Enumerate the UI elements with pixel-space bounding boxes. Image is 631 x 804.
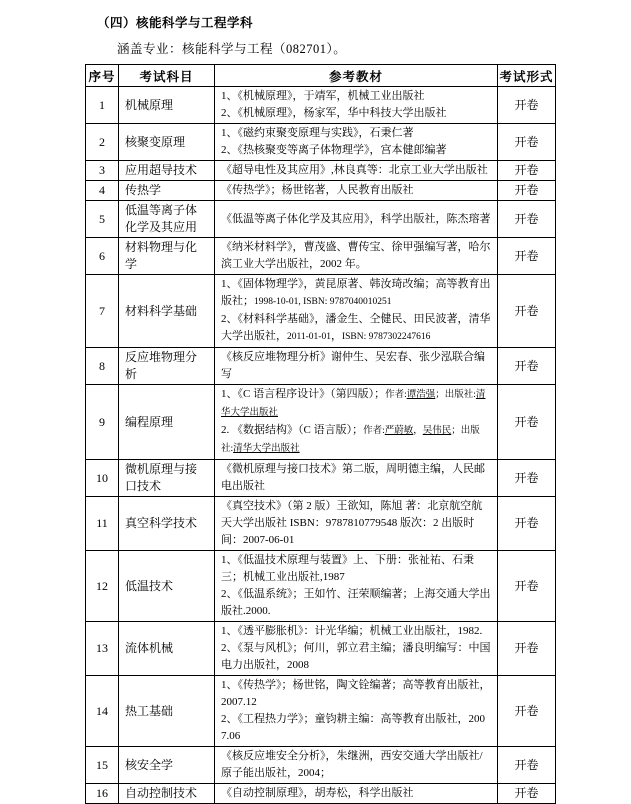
exam-form-cell: 开卷 bbox=[498, 676, 556, 747]
material-entry bbox=[221, 748, 491, 782]
subject-cell: 自动控制技术 bbox=[119, 784, 215, 804]
material-text-run: 2、《泵与风机》；何川，郭立君主编；潘良明编写：中国电力出版社，2008 bbox=[221, 642, 491, 671]
table-row bbox=[86, 676, 556, 747]
material-entry bbox=[221, 640, 491, 674]
col-header-subject: 考试科目 bbox=[119, 65, 215, 87]
subject-cell: 热工基础 bbox=[119, 676, 215, 747]
table-body bbox=[86, 87, 556, 804]
material-entry bbox=[221, 386, 491, 422]
table-row bbox=[86, 238, 556, 275]
material-text-run: 1、《C 语言程序设计》（第四版）； bbox=[221, 388, 386, 400]
material-text-run: 《超导电性及其应用》,林良真等：北京工业大学出版社 bbox=[221, 164, 488, 176]
row-number-cell: 5 bbox=[86, 201, 119, 238]
materials-cell bbox=[215, 747, 498, 784]
row-number-cell: 8 bbox=[86, 348, 119, 385]
materials-cell bbox=[215, 784, 498, 804]
row-number-cell: 3 bbox=[86, 161, 119, 181]
material-text-run: 《核反应堆安全分析》，朱继洲，西安交通大学出版社/原子能出版社，2004； bbox=[221, 750, 483, 779]
document-page bbox=[0, 13, 631, 804]
exam-form-cell: 开卷 bbox=[498, 201, 556, 238]
subject-cell: 编程原理 bbox=[119, 385, 215, 460]
table-row bbox=[86, 124, 556, 161]
section-title: （四）核能科学与工程学科 bbox=[97, 16, 254, 30]
material-text-run: ； bbox=[435, 390, 445, 400]
table-row bbox=[86, 622, 556, 676]
subject-cell: 微机原理与接口技术 bbox=[119, 460, 215, 497]
material-entry bbox=[221, 239, 491, 273]
material-entry bbox=[221, 461, 491, 495]
material-text-run: 2. 《数据结构》（C 语言版）； bbox=[221, 424, 364, 436]
material-text-run: 2011-01-01 bbox=[287, 332, 331, 342]
material-entry bbox=[221, 182, 491, 199]
row-number-cell: 9 bbox=[86, 385, 119, 460]
row-number-cell: 13 bbox=[86, 622, 119, 676]
subject-cell: 传热学 bbox=[119, 181, 215, 201]
material-entry bbox=[221, 105, 491, 122]
material-text-run: 2、《热核聚变等离子体物理学》，宫本健郎编著 bbox=[221, 144, 447, 156]
materials-cell bbox=[215, 87, 498, 124]
table-row bbox=[86, 275, 556, 348]
subject-cell: 应用超导技术 bbox=[119, 161, 215, 181]
exam-form-cell: 开卷 bbox=[498, 622, 556, 676]
table-row bbox=[86, 551, 556, 622]
subject-cell: 材料科学基础 bbox=[119, 275, 215, 348]
material-entry bbox=[221, 88, 491, 105]
materials-cell bbox=[215, 124, 498, 161]
material-text-run: 《核反应堆物理分析》谢仲生、吴宏春、张少泓联合编写 bbox=[221, 351, 485, 380]
material-text-run: 2、《机械原理》，杨家军，华中科技大学出版社 bbox=[221, 107, 447, 119]
subject-cell: 真空科学技术 bbox=[119, 497, 215, 551]
row-number-cell: 12 bbox=[86, 551, 119, 622]
row-number-cell: 15 bbox=[86, 747, 119, 784]
subject-cell: 流体机械 bbox=[119, 622, 215, 676]
col-header-materials: 参考教材 bbox=[215, 65, 498, 87]
col-header-exam-form: 考试形式 bbox=[498, 65, 556, 87]
material-entry bbox=[221, 142, 491, 159]
exam-form-cell: 开卷 bbox=[498, 161, 556, 181]
material-entry bbox=[221, 349, 491, 383]
materials-cell bbox=[215, 161, 498, 181]
material-text-run: 《传热学》；杨世铭著，人民教育出版社 bbox=[221, 184, 414, 196]
table-row bbox=[86, 161, 556, 181]
material-text-run: ； bbox=[451, 426, 461, 436]
material-text-run: ， bbox=[330, 330, 342, 342]
material-text-run: 《低温等离子体化学及其应用》，科学出版社，陈杰瑢著 bbox=[221, 212, 491, 225]
materials-cell bbox=[215, 460, 498, 497]
table-row bbox=[86, 747, 556, 784]
materials-cell bbox=[215, 348, 498, 385]
material-text-run: 出版社: bbox=[221, 426, 480, 454]
covered-majors-line: 涵盖专业：核能科学与工程（082701）。 bbox=[117, 42, 347, 56]
material-text-run: 《自动控制原理》，胡寿松，科学出版社 bbox=[221, 787, 414, 799]
material-entry bbox=[221, 422, 491, 458]
material-text-run: 清华大学出版社 bbox=[233, 444, 300, 454]
material-entry bbox=[221, 552, 491, 586]
material-entry bbox=[221, 211, 491, 228]
material-text-run: 作者: bbox=[385, 390, 407, 400]
materials-cell bbox=[215, 622, 498, 676]
material-text-run: 1、《低温技术原理与装置》上、下册：张祉祐、石秉三；机械工业出版社,1987 bbox=[221, 554, 474, 583]
material-text-run: 清华大学出版社 bbox=[221, 390, 486, 418]
row-number-cell: 10 bbox=[86, 460, 119, 497]
table-row bbox=[86, 497, 556, 551]
exam-form-cell: 开卷 bbox=[498, 87, 556, 124]
row-number-cell: 1 bbox=[86, 87, 119, 124]
material-entry bbox=[221, 311, 491, 346]
exam-form-cell: 开卷 bbox=[498, 784, 556, 804]
materials-cell bbox=[215, 497, 498, 551]
exam-form-cell: 开卷 bbox=[498, 551, 556, 622]
materials-cell bbox=[215, 385, 498, 460]
table-row bbox=[86, 201, 556, 238]
material-text-run: 严蔚敏 bbox=[384, 426, 414, 436]
materials-cell bbox=[215, 201, 498, 238]
material-text-run: 谭浩强 bbox=[406, 390, 436, 400]
col-header-number: 序号 bbox=[86, 65, 119, 87]
row-number-cell: 14 bbox=[86, 676, 119, 747]
material-text-run: 2、《工程热力学》；童钧耕主编：高等教育出版社，2007.06 bbox=[221, 713, 485, 742]
row-number-cell: 16 bbox=[86, 784, 119, 804]
subject-cell: 反应堆物理分析 bbox=[119, 348, 215, 385]
subject-cell: 核安全学 bbox=[119, 747, 215, 784]
materials-cell bbox=[215, 181, 498, 201]
material-text-run: 作者: bbox=[363, 426, 385, 436]
table-row bbox=[86, 181, 556, 201]
exam-form-cell: 开卷 bbox=[498, 497, 556, 551]
subject-cell: 低温技术 bbox=[119, 551, 215, 622]
material-text-run: 1、《固体物理学》，黄昆原著、韩汝琦改编；高等教育出版社； bbox=[221, 278, 491, 307]
exam-form-cell: 开卷 bbox=[498, 275, 556, 348]
material-entry bbox=[221, 276, 491, 311]
material-entry bbox=[221, 677, 491, 711]
exam-form-cell: 开卷 bbox=[498, 385, 556, 460]
material-text-run: 2、《低温系统》；王如竹、汪荣顺编著；上海交通大学出版社.2000. bbox=[221, 588, 491, 617]
material-text-run: 《纳米材料学》，曹茂盛、曹传宝、徐甲强编写著，哈尔滨工业大学出版社，2002 年。 bbox=[221, 241, 491, 270]
exam-form-cell: 开卷 bbox=[498, 460, 556, 497]
material-text-run: 1998-10-01, ISBN: 9787040010251 bbox=[254, 297, 392, 307]
material-entry bbox=[221, 711, 491, 745]
exam-form-cell: 开卷 bbox=[498, 238, 556, 275]
table-row bbox=[86, 784, 556, 804]
subject-cell: 低温等离子体化学及其应用 bbox=[119, 201, 215, 238]
reference-materials-table bbox=[85, 64, 556, 804]
material-text-run: 1、《透平膨胀机》：计光华编；机械工业出版社，1982. bbox=[221, 625, 483, 637]
table-row bbox=[86, 385, 556, 460]
material-entry bbox=[221, 785, 491, 802]
exam-form-cell: 开卷 bbox=[498, 348, 556, 385]
material-text-run: 《真空技术》（第 2 版）王欲知，陈旭 著：北京航空航天大学出版社 ISBN：9787810779548 版次：2 出版时间：2007-06-01 bbox=[221, 500, 483, 546]
material-text-run: 《微机原理与接口技术》第二版，周明德主编，人民邮电出版社 bbox=[221, 463, 485, 492]
row-number-cell: 7 bbox=[86, 275, 119, 348]
material-text-run: 吴伟民 bbox=[422, 426, 452, 436]
row-number-cell: 6 bbox=[86, 238, 119, 275]
materials-cell bbox=[215, 275, 498, 348]
subject-cell: 材料物理与化学 bbox=[119, 238, 215, 275]
row-number-cell: 2 bbox=[86, 124, 119, 161]
materials-cell bbox=[215, 676, 498, 747]
material-entry bbox=[221, 162, 491, 179]
table-row bbox=[86, 87, 556, 124]
materials-cell bbox=[215, 551, 498, 622]
subject-cell: 核聚变原理 bbox=[119, 124, 215, 161]
material-text-run: 1、《传热学》；杨世铭，陶文铨编著；高等教育出版社，2007.12 bbox=[221, 679, 491, 708]
exam-form-cell: 开卷 bbox=[498, 181, 556, 201]
material-text-run: ， bbox=[413, 426, 423, 436]
row-number-cell: 11 bbox=[86, 497, 119, 551]
exam-form-cell: 开卷 bbox=[498, 124, 556, 161]
material-text-run: 出版社: bbox=[444, 390, 476, 400]
table-row bbox=[86, 348, 556, 385]
material-text-run: 1、《机械原理》，于靖军，机械工业出版社 bbox=[221, 90, 425, 102]
subject-cell: 机械原理 bbox=[119, 87, 215, 124]
material-text-run: 1、《磁约束聚变原理与实践》，石秉仁著 bbox=[221, 127, 414, 139]
material-entry bbox=[221, 125, 491, 142]
material-entry bbox=[221, 498, 491, 549]
material-entry bbox=[221, 623, 491, 640]
material-text-run: 2、《材料科学基础》，潘金生、仝健民、田民波著，清华大学出版社， bbox=[221, 313, 491, 342]
exam-form-cell: 开卷 bbox=[498, 747, 556, 784]
header-row bbox=[86, 65, 556, 87]
row-number-cell: 4 bbox=[86, 181, 119, 201]
material-entry bbox=[221, 586, 491, 620]
table-row bbox=[86, 460, 556, 497]
materials-cell bbox=[215, 238, 498, 275]
material-text-run: ISBN: 9787302247616 bbox=[341, 332, 431, 342]
